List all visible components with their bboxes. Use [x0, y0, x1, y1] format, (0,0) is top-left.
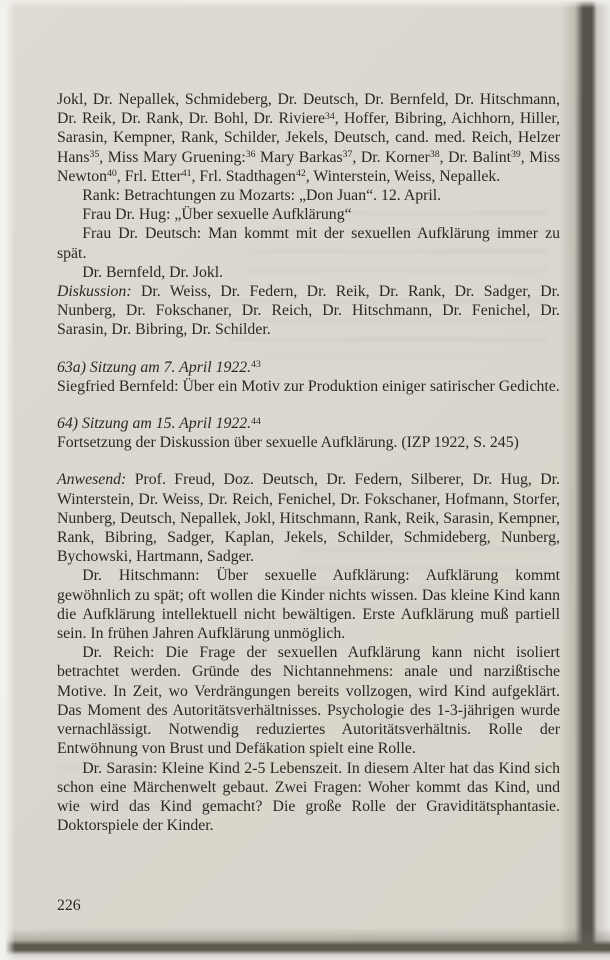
footnote-reference: 43	[251, 359, 261, 371]
footnote-reference: 36	[245, 149, 256, 161]
paragraph	[57, 566, 560, 643]
footnote-reference: 37	[342, 149, 353, 161]
paragraph	[57, 205, 560, 224]
footnote-reference: 42	[295, 168, 306, 180]
body-text: , Dr. Korner	[352, 148, 430, 166]
paragraph	[57, 433, 560, 452]
body-text: Jokl, Dr. Nepallek, Schmideberg, Dr. Deutsch, Dr. Bernfeld, Dr. Hitschmann, Dr. Reik, Dr. Rank, Dr. Bohl, Dr. Riviere	[57, 91, 560, 128]
paragraph	[57, 377, 560, 396]
body-text: Rank: Betrachtungen zu Mozarts: „Don Juan“. 12. April.	[82, 187, 442, 205]
footnote-reference: 41	[181, 168, 192, 180]
body-text: Mary Barkas	[255, 148, 343, 166]
body-text: Dr. Hitschmann: Über sexuelle Aufklärung: Aufklärung kommt gewöhnlich zu spät; oft wollen die Kinder nichts wissen. Das kleine Kind kann die Aufklärung intellektuell nicht bewältigen. Erste Aufklärung muß partiell sein. In frühen Jahren Aufklärung unmöglich.	[57, 567, 560, 643]
footnote-reference: 39	[511, 149, 521, 161]
footnote-reference: 34	[325, 110, 335, 122]
body-text: , Hoffer, Bibring, Aichhorn, Hiller, Sarasin, Kempner, Rank, Schilder, Jekels, Deutsch, cand. med. Reich, Helzer Hans	[57, 110, 561, 166]
footnote-reference: 44	[251, 415, 261, 427]
body-text: , Frl. Etter	[116, 167, 182, 185]
text-block	[57, 90, 560, 835]
paragraph	[57, 90, 560, 186]
footnote-reference: 38	[429, 149, 440, 161]
body-text: Fortsetzung der Diskussion über sexuelle Aufklärung. (IZP 1922, S. 245)	[57, 434, 519, 452]
paragraph	[57, 643, 560, 758]
body-text: Dr. Sarasin: Kleine Kind 2-5 Lebenszeit. In diesem Alter hat das Kind sich schon eine Märchenwelt gebaut. Zwei Fragen: Woher kommt das Kind, und wie wird das Kind gemacht? Die große Rolle der Graviditätsphantasie. Doktorspiele der Kinder.	[57, 759, 560, 835]
body-text: Dr. Weiss, Dr. Federn, Dr. Reik, Dr. Rank, Dr. Sadger, Dr. Nunberg, Dr. Fokschaner, Dr. Reich, Dr. Hitschmann, Dr. Fenichel, Dr. Sarasin, Dr. Bibring, Dr. Schilder.	[57, 283, 560, 339]
body-text: Frau Dr. Hug: „Über sexuelle Aufklärung“	[82, 206, 352, 224]
body-text: Prof. Freud, Doz. Deutsch, Dr. Federn, Silberer, Dr. Hug, Dr. Winterstein, Dr. Weiss, Dr. Reich, Fenichel, Dr. Fokschaner, Hofmann, Storfer, Nunberg, Deutsch, Nepallek, Jokl, Hitschmann, Rank, Reik, Sarasin, Kempner, Rank, Bibring, Sadger, Kaplan, Jekels, Schilder, Schmideberg, Nunberg, Bychowski, Hartmann, Sadger.	[57, 471, 560, 566]
body-text: , Miss Mary Gruening:	[99, 148, 246, 166]
page-number: 226	[57, 897, 81, 914]
paragraph	[57, 224, 560, 262]
body-text: Frau Dr. Deutsch: Man kommt mit der sexuellen Aufklärung immer zu spät.	[57, 225, 560, 262]
body-text: , Dr. Balint	[439, 148, 512, 166]
body-text: Dr. Bernfeld, Dr. Jokl.	[82, 263, 224, 281]
body-text: , Frl. Stadthagen	[191, 167, 296, 185]
paragraph	[57, 470, 560, 566]
body-text: , Winterstein, Weiss, Nepallek.	[305, 167, 501, 185]
footnote-reference: 35	[89, 149, 100, 161]
body-text: , Miss Newton	[57, 148, 560, 185]
italic-text: Anwesend:	[57, 471, 127, 489]
paragraph	[57, 759, 560, 836]
body-text: Dr. Reich: Die Frage der sexuellen Aufklärung kann nicht isoliert betrachtet werden. Gründe des Nichtannehmens: anale und narzißtische Motive. In Zeit, wo Verdrängungen bereits vollzogen, wird Kind aufgeklärt. Das Moment des Autoritätsverhältnisses. Psychologie des 1-3-jährigen wurde vernachlässigt. Notwendig reduziertes Autoritätsverhältnis. Rolle der Entwöhnung von Brust und Defäkation spielt eine Rolle.	[57, 644, 560, 758]
italic-text: 64) Sitzung am 15. April 1922.	[57, 415, 252, 433]
footnote-reference: 40	[107, 168, 117, 180]
paragraph	[57, 263, 560, 282]
italic-text: 63a) Sitzung am 7. April 1922.	[57, 358, 252, 376]
section-heading	[57, 414, 560, 433]
italic-text: Diskussion:	[57, 283, 132, 301]
section-heading	[57, 358, 560, 377]
paragraph	[57, 186, 560, 205]
body-text: Siegfried Bernfeld: Über ein Motiv zur Produktion einiger satirischer Gedichte.	[57, 377, 560, 395]
paragraph	[57, 282, 560, 340]
